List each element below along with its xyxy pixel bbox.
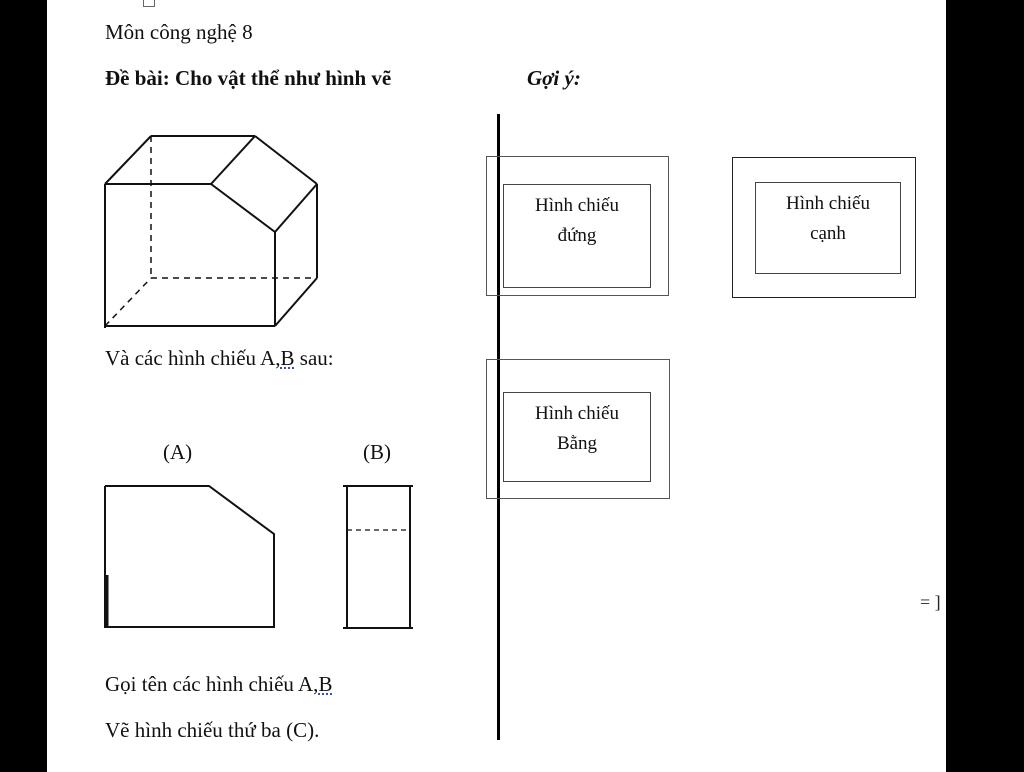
task-2: Vẽ hình chiếu thứ ba (C).	[105, 718, 320, 742]
problem-prefix: Đề bài:	[105, 66, 170, 90]
task-1	[105, 674, 332, 695]
hint-box-front: Hình chiếu đứng	[503, 184, 651, 288]
hint-box-top: Hình chiếu Bằng	[503, 392, 651, 482]
task-1-b: B	[318, 672, 333, 696]
document-page	[47, 0, 946, 772]
side-mark: = ]	[920, 592, 941, 612]
subject-title: Môn công nghệ 8	[105, 20, 253, 44]
task-1-text: Gọi tên các hình chiếu A,	[105, 672, 319, 696]
problem-text: Cho vật thể như hình vẽ	[175, 66, 392, 90]
projections-intro-end: sau:	[294, 346, 334, 370]
projections-intro-text: Và các hình chiếu A,	[105, 346, 281, 370]
label-b: (B)	[363, 440, 391, 464]
hint-label: Gợi ý:	[527, 66, 581, 90]
hint-box-side: Hình chiếu cạnh	[755, 182, 901, 274]
label-a: (A)	[163, 440, 193, 464]
projections-intro-b: B	[280, 346, 295, 370]
